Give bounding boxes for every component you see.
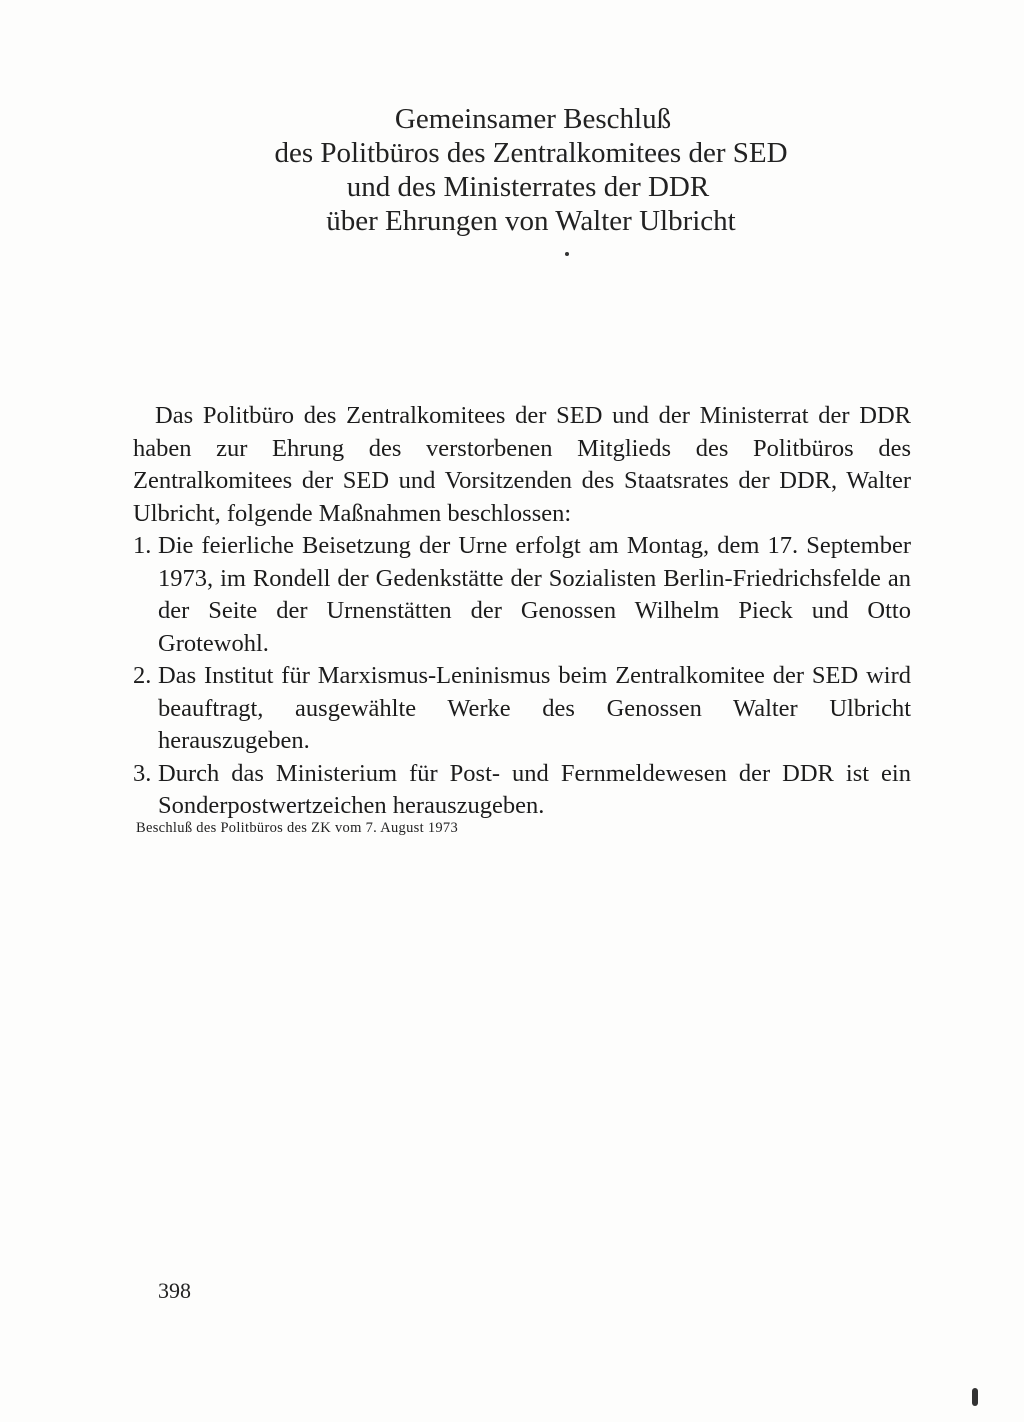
list-item [133, 530, 911, 660]
list-item-number: 1. [133, 532, 152, 559]
list-item-number: 3. [133, 759, 152, 787]
list-item-text: Das Institut für Marxismus-Leninismus beim Zentralkomitee der SED wird beauftragt, ausgewählte Werke des Genossen Walter Ulbricht herauszugeben. [158, 662, 911, 754]
title-line-3: und des Ministerrates der DDR [346, 171, 710, 203]
scan-speck [972, 1388, 978, 1406]
scan-speck [565, 252, 569, 256]
measures-list [133, 530, 911, 823]
list-item-text: Durch das Ministerium für Post- und Fernmeldewesen der DDR ist ein Sonderpostwertzeichen herauszugeben. [158, 759, 911, 819]
intro-paragraph: Das Politbüro des Zentralkomitees der SED und der Ministerrat der DDR haben zur Ehrung des verstorbenen Mitglieds des Politbüros des Zentralkomitees der SED und Vorsitzenden des Staatsrates der DDR, Walter Ulbricht, folgende Maßnahmen beschlossen: [133, 402, 911, 527]
document-body [133, 400, 911, 823]
list-item [133, 660, 911, 758]
title-line-2: des Politbüros des Zentralkomitees der SED [274, 137, 788, 169]
page-number: 398 [158, 1278, 191, 1303]
list-item-number: 2. [133, 662, 152, 689]
list-item-text: Die feierliche Beisetzung der Urne erfolgt am Montag, dem 17. September 1973, im Rondell der Gedenkstätte der Sozialisten Berlin-Friedrichsfelde an der Seite der Urnenstätten der Genossen Wilhelm Pieck und Otto Grotewohl. [158, 532, 911, 657]
document-title [0, 102, 1024, 238]
source-note: Beschluß des Politbüros des ZK vom 7. August 1973 [136, 820, 459, 836]
title-line-4: über Ehrungen von Walter Ulbricht [326, 205, 736, 237]
list-item [133, 758, 911, 823]
title-line-1: Gemeinsamer Beschluß [394, 103, 672, 135]
